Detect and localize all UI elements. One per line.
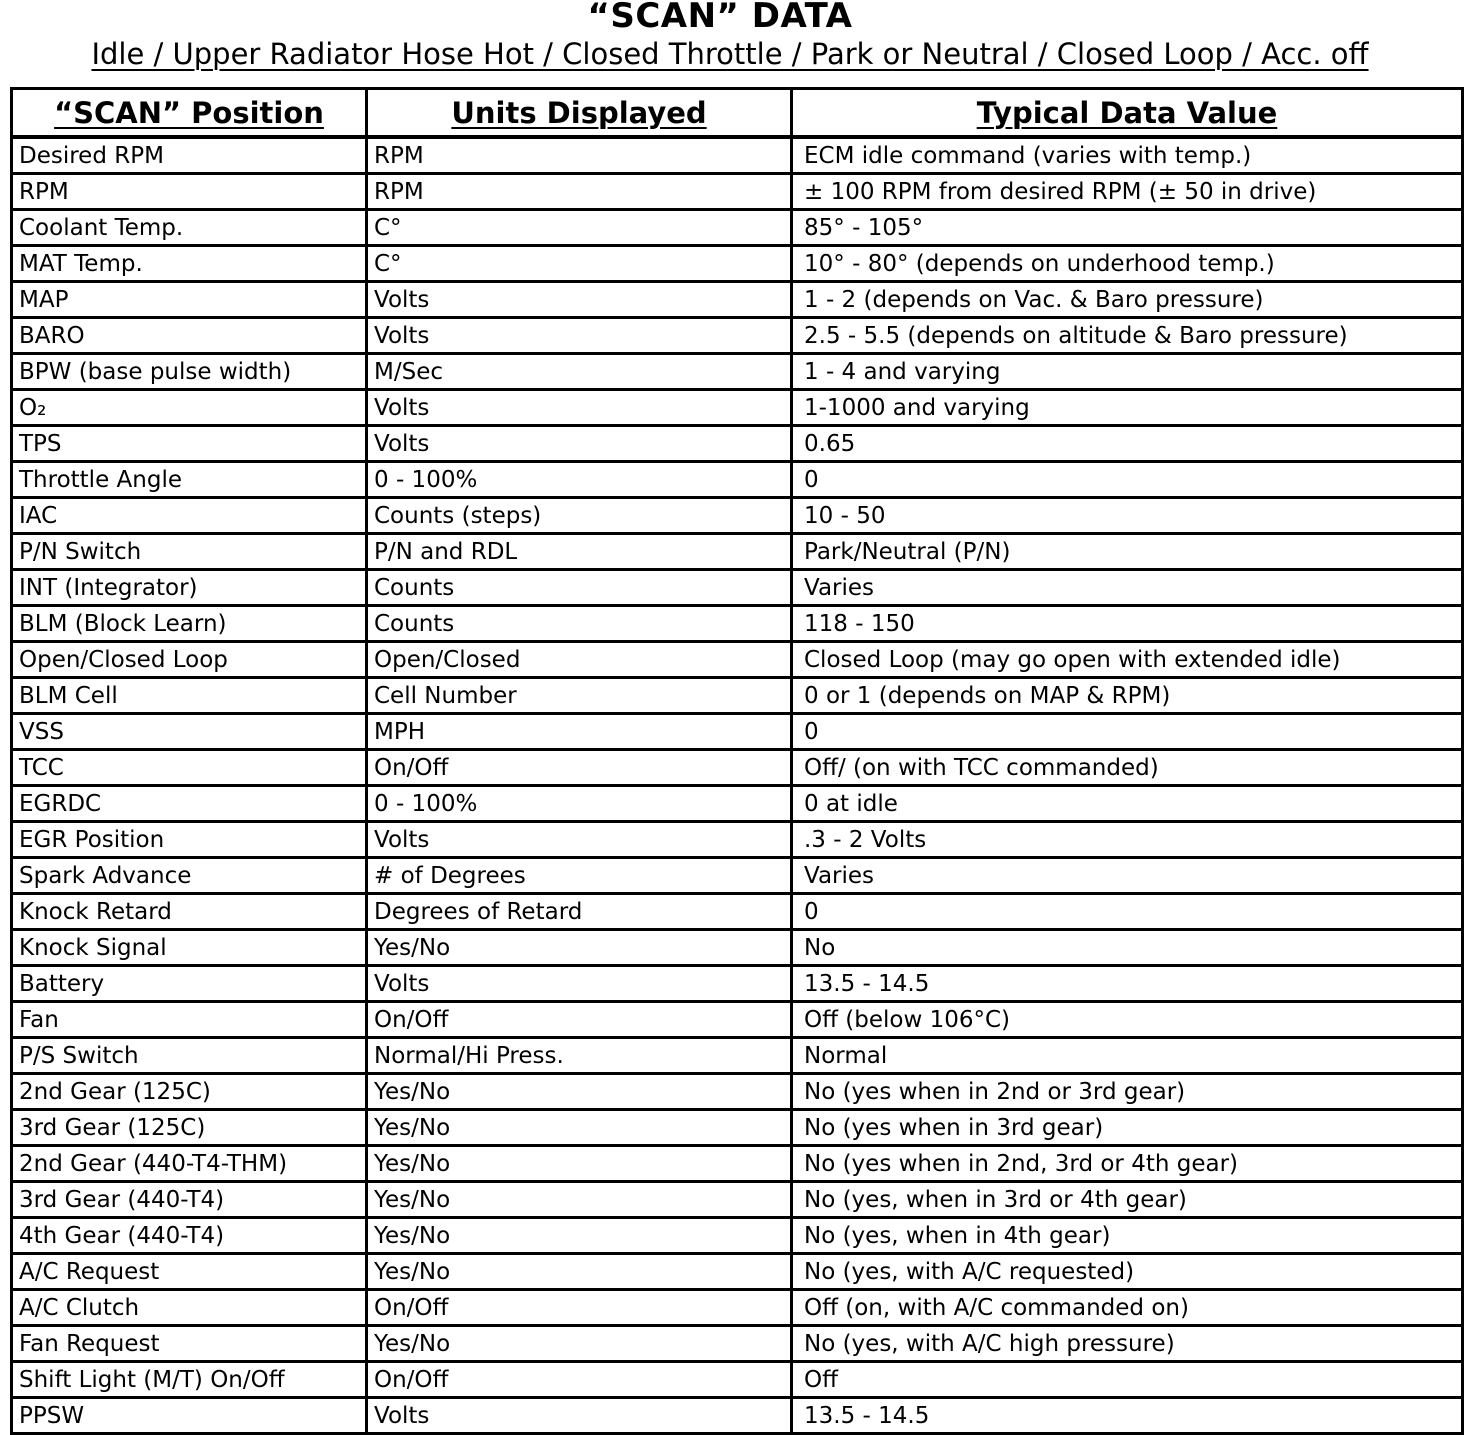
typical-value-cell: 1 - 2 (depends on Vac. & Baro pressure) — [792, 282, 1463, 318]
typical-value-cell: 13.5 - 14.5 — [792, 1398, 1463, 1434]
table-row — [12, 1038, 1463, 1074]
scan-position-cell: TPS — [12, 426, 367, 462]
typical-value-cell: No (yes when in 2nd or 3rd gear) — [792, 1074, 1463, 1110]
typical-value-cell: No (yes, with A/C requested) — [792, 1254, 1463, 1290]
units-displayed-cell: On/Off — [367, 1362, 792, 1398]
typical-value-cell: 0.65 — [792, 426, 1463, 462]
units-displayed-cell: RPM — [367, 174, 792, 210]
scan-position-cell: Knock Retard — [12, 894, 367, 930]
header-scan-position: “SCAN” Position — [12, 89, 367, 138]
table-row — [12, 282, 1463, 318]
scan-position-cell: P/N Switch — [12, 534, 367, 570]
table-row — [12, 498, 1463, 534]
scan-position-cell: VSS — [12, 714, 367, 750]
table-row — [12, 1326, 1463, 1362]
units-displayed-cell: Cell Number — [367, 678, 792, 714]
typical-value-cell: 85° - 105° — [792, 210, 1463, 246]
table-row — [12, 966, 1463, 1002]
units-displayed-cell: Volts — [367, 426, 792, 462]
typical-value-cell: .3 - 2 Volts — [792, 822, 1463, 858]
scan-position-cell: MAP — [12, 282, 367, 318]
table-row — [12, 642, 1463, 678]
scan-position-cell: A/C Request — [12, 1254, 367, 1290]
header-typical-data-value: Typical Data Value — [792, 89, 1463, 138]
table-row — [12, 1290, 1463, 1326]
table-row — [12, 462, 1463, 498]
scan-data-table — [10, 87, 1464, 1435]
scan-position-cell: Battery — [12, 966, 367, 1002]
units-displayed-cell: Yes/No — [367, 1146, 792, 1182]
units-displayed-cell: P/N and RDL — [367, 534, 792, 570]
scan-position-cell: 3rd Gear (125C) — [12, 1110, 367, 1146]
scan-position-cell: MAT Temp. — [12, 246, 367, 282]
table-row — [12, 210, 1463, 246]
scan-position-cell: A/C Clutch — [12, 1290, 367, 1326]
table-row — [12, 1254, 1463, 1290]
table-row — [12, 570, 1463, 606]
table-row — [12, 858, 1463, 894]
typical-value-cell: 10 - 50 — [792, 498, 1463, 534]
scan-position-cell: 2nd Gear (440-T4-THM) — [12, 1146, 367, 1182]
typical-value-cell: 1-1000 and varying — [792, 390, 1463, 426]
typical-value-cell: 0 — [792, 462, 1463, 498]
scan-position-cell: 2nd Gear (125C) — [12, 1074, 367, 1110]
units-displayed-cell: Yes/No — [367, 1182, 792, 1218]
typical-value-cell: 0 — [792, 894, 1463, 930]
typical-value-cell: 118 - 150 — [792, 606, 1463, 642]
scan-position-cell: Coolant Temp. — [12, 210, 367, 246]
table-row — [12, 1398, 1463, 1434]
units-displayed-cell: Volts — [367, 282, 792, 318]
units-displayed-cell: Open/Closed — [367, 642, 792, 678]
typical-value-cell: No — [792, 930, 1463, 966]
table-row — [12, 1074, 1463, 1110]
units-displayed-cell: M/Sec — [367, 354, 792, 390]
table-row — [12, 822, 1463, 858]
units-displayed-cell: Volts — [367, 1398, 792, 1434]
scan-position-cell: Throttle Angle — [12, 462, 367, 498]
table-row — [12, 1362, 1463, 1398]
typical-value-cell: Off — [792, 1362, 1463, 1398]
table-row — [12, 1146, 1463, 1182]
table-row — [12, 714, 1463, 750]
units-displayed-cell: MPH — [367, 714, 792, 750]
table-row — [12, 1002, 1463, 1038]
scan-position-cell: PPSW — [12, 1398, 367, 1434]
units-displayed-cell: # of Degrees — [367, 858, 792, 894]
units-displayed-cell: On/Off — [367, 750, 792, 786]
scan-position-cell: IAC — [12, 498, 367, 534]
scan-position-cell: INT (Integrator) — [12, 570, 367, 606]
units-displayed-cell: 0 - 100% — [367, 786, 792, 822]
typical-value-cell: Closed Loop (may go open with extended idle) — [792, 642, 1463, 678]
document-subtitle: Idle / Upper Radiator Hose Hot / Closed Throttle / Park or Neutral / Closed Loop / Acc. off — [91, 37, 1369, 71]
units-displayed-cell: Yes/No — [367, 1218, 792, 1254]
scan-position-cell: Fan — [12, 1002, 367, 1038]
scan-position-cell: 4th Gear (440-T4) — [12, 1218, 367, 1254]
table-row — [12, 318, 1463, 354]
typical-value-cell: Normal — [792, 1038, 1463, 1074]
table-header-row — [12, 89, 1463, 138]
units-displayed-cell: Yes/No — [367, 1074, 792, 1110]
units-displayed-cell: C° — [367, 246, 792, 282]
table-row — [12, 930, 1463, 966]
units-displayed-cell: Normal/Hi Press. — [367, 1038, 792, 1074]
table-row — [12, 246, 1463, 282]
units-displayed-cell: Volts — [367, 390, 792, 426]
typical-value-cell: 10° - 80° (depends on underhood temp.) — [792, 246, 1463, 282]
typical-value-cell: No (yes, when in 4th gear) — [792, 1218, 1463, 1254]
typical-value-cell: 1 - 4 and varying — [792, 354, 1463, 390]
typical-value-cell: Varies — [792, 570, 1463, 606]
units-displayed-cell: RPM — [367, 137, 792, 174]
units-displayed-cell: Counts (steps) — [367, 498, 792, 534]
units-displayed-cell: Volts — [367, 966, 792, 1002]
typical-value-cell: Off/ (on with TCC commanded) — [792, 750, 1463, 786]
units-displayed-cell: Counts — [367, 570, 792, 606]
table-row — [12, 390, 1463, 426]
table-row — [12, 1182, 1463, 1218]
scan-position-cell: 3rd Gear (440-T4) — [12, 1182, 367, 1218]
typical-value-cell: 13.5 - 14.5 — [792, 966, 1463, 1002]
units-displayed-cell: Yes/No — [367, 1326, 792, 1362]
typical-value-cell: No (yes when in 2nd, 3rd or 4th gear) — [792, 1146, 1463, 1182]
document-title: “SCAN” DATA — [587, 0, 853, 36]
scan-position-cell: Fan Request — [12, 1326, 367, 1362]
table-row — [12, 750, 1463, 786]
table-row — [12, 354, 1463, 390]
table-row — [12, 426, 1463, 462]
scan-position-cell: O₂ — [12, 390, 367, 426]
units-displayed-cell: C° — [367, 210, 792, 246]
typical-value-cell: ± 100 RPM from desired RPM (± 50 in drive) — [792, 174, 1463, 210]
scan-position-cell: BLM (Block Learn) — [12, 606, 367, 642]
table-row — [12, 894, 1463, 930]
units-displayed-cell: Counts — [367, 606, 792, 642]
table-body — [12, 137, 1463, 1434]
table-row — [12, 534, 1463, 570]
scan-position-cell: EGRDC — [12, 786, 367, 822]
typical-value-cell: Off (on, with A/C commanded on) — [792, 1290, 1463, 1326]
table-row — [12, 678, 1463, 714]
scan-position-cell: TCC — [12, 750, 367, 786]
table-row — [12, 137, 1463, 174]
units-displayed-cell: On/Off — [367, 1290, 792, 1326]
typical-value-cell: Off (below 106°C) — [792, 1002, 1463, 1038]
scan-position-cell: P/S Switch — [12, 1038, 367, 1074]
table-row — [12, 1218, 1463, 1254]
typical-value-cell: ECM idle command (varies with temp.) — [792, 137, 1463, 174]
table-row — [12, 786, 1463, 822]
typical-value-cell: 0 at idle — [792, 786, 1463, 822]
scan-position-cell: Open/Closed Loop — [12, 642, 367, 678]
scan-position-cell: Spark Advance — [12, 858, 367, 894]
units-displayed-cell: Degrees of Retard — [367, 894, 792, 930]
scan-position-cell: BPW (base pulse width) — [12, 354, 367, 390]
typical-value-cell: 0 or 1 (depends on MAP & RPM) — [792, 678, 1463, 714]
scan-position-cell: EGR Position — [12, 822, 367, 858]
typical-value-cell: Park/Neutral (P/N) — [792, 534, 1463, 570]
units-displayed-cell: Yes/No — [367, 930, 792, 966]
scan-position-cell: BARO — [12, 318, 367, 354]
header-units-displayed: Units Displayed — [367, 89, 792, 138]
scan-position-cell: Shift Light (M/T) On/Off — [12, 1362, 367, 1398]
units-displayed-cell: Yes/No — [367, 1110, 792, 1146]
scan-position-cell: BLM Cell — [12, 678, 367, 714]
units-displayed-cell: 0 - 100% — [367, 462, 792, 498]
scan-position-cell: RPM — [12, 174, 367, 210]
units-displayed-cell: On/Off — [367, 1002, 792, 1038]
typical-value-cell: 0 — [792, 714, 1463, 750]
table-row — [12, 606, 1463, 642]
units-displayed-cell: Volts — [367, 822, 792, 858]
typical-value-cell: Varies — [792, 858, 1463, 894]
typical-value-cell: 2.5 - 5.5 (depends on altitude & Baro pressure) — [792, 318, 1463, 354]
typical-value-cell: No (yes, when in 3rd or 4th gear) — [792, 1182, 1463, 1218]
table-row — [12, 174, 1463, 210]
scan-position-cell: Desired RPM — [12, 137, 367, 174]
scan-position-cell: Knock Signal — [12, 930, 367, 966]
units-displayed-cell: Volts — [367, 318, 792, 354]
table-row — [12, 1110, 1463, 1146]
typical-value-cell: No (yes, with A/C high pressure) — [792, 1326, 1463, 1362]
typical-value-cell: No (yes when in 3rd gear) — [792, 1110, 1463, 1146]
units-displayed-cell: Yes/No — [367, 1254, 792, 1290]
